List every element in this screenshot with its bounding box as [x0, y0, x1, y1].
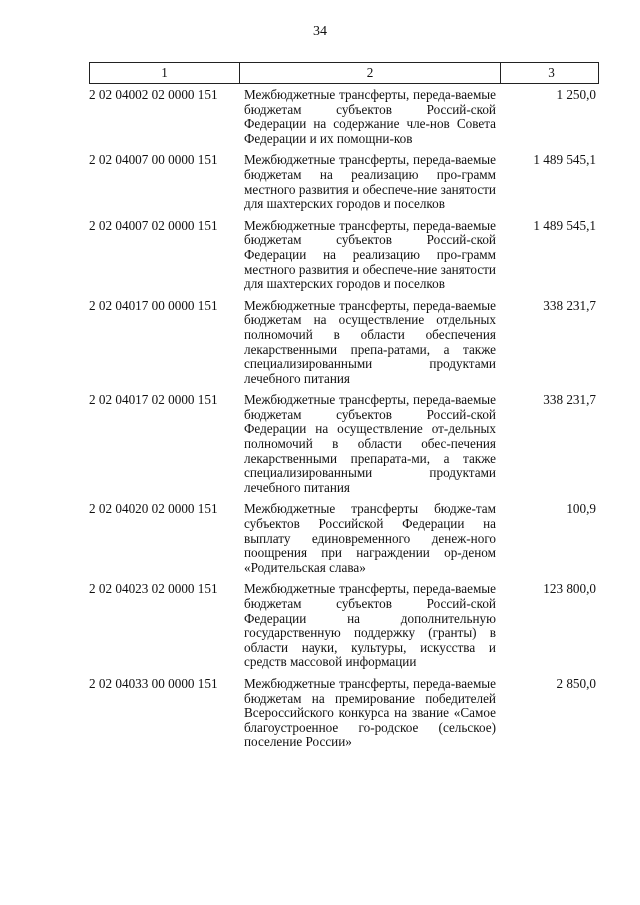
row-value: 1 489 545,1: [533, 217, 596, 233]
row-code: 2 02 04002 02 0000 151: [89, 87, 218, 102]
table-row: [89, 153, 599, 211]
row-name: Межбюджетные трансферты, переда-ваемые бюджетам на реализацию про-грамм местного развития и обеспече-ние занятости для шахтерских городов и поселков: [244, 152, 496, 212]
row-name: Межбюджетные трансферты, переда-ваемые бюджетам субъектов Россий-ской Федерации на дополнительную государственную поддержку (гранты) в области науки, культуры, искусства и средств массовой информации: [244, 581, 496, 670]
row-name: Межбюджетные трансферты, переда-ваемые бюджетам субъектов Россий-ской Федерации на содержание чле-нов Совета Федерации и их помощни-ков: [244, 87, 496, 146]
table-row: [89, 88, 599, 146]
table-row: [89, 219, 599, 292]
table-row: [89, 582, 599, 670]
table-row: [89, 677, 599, 750]
row-name: Межбюджетные трансферты, переда-ваемые бюджетам субъектов Россий-ской Федерации на осуществление от-дельных полномочий в области обес-печения лекарственными препарата-ми, а также специализированными продуктами лечебного питания: [244, 392, 496, 495]
row-code: 2 02 04017 02 0000 151: [89, 392, 218, 408]
row-name: Межбюджетные трансферты, переда-ваемые бюджетам на осуществление отдельных полномочий в области обеспечения лекарственными препа-ратами, а также специализированными продуктами лечебного питания: [244, 297, 496, 386]
row-code: 2 02 04017 00 0000 151: [89, 297, 218, 313]
row-value: 100,9: [566, 501, 596, 517]
table-row: [89, 502, 599, 575]
row-value: 338 231,7: [543, 392, 596, 408]
page-number: 34: [313, 24, 327, 39]
row-code: 2 02 04007 02 0000 151: [89, 217, 218, 233]
row-code: 2 02 04033 00 0000 151: [89, 675, 218, 691]
table-row: [89, 299, 599, 387]
row-name: Межбюджетные трансферты бюдже-там субъектов Российской Федерации на выплату единовременного денеж-ного поощрения при награждении ор-деном «Родительская слава»: [244, 501, 496, 575]
table-row: [89, 393, 599, 495]
row-code: 2 02 04007 00 0000 151: [89, 152, 218, 168]
row-code: 2 02 04020 02 0000 151: [89, 501, 218, 517]
row-name: Межбюджетные трансферты, переда-ваемые бюджетам субъектов Россий-ской Федерации на реализацию про-грамм местного развития и обеспече-ние занятости для шахтерских городов и поселков: [244, 217, 496, 292]
column-header-code: 1: [161, 64, 168, 80]
row-value: 1 250,0: [556, 87, 596, 102]
row-value: 1 489 545,1: [533, 152, 596, 168]
table-header-row: [89, 62, 599, 84]
budget-table: [89, 62, 599, 750]
row-name: Межбюджетные трансферты, переда-ваемые бюджетам на премирование победителей Всероссийского конкурса на звание «Самое благоустроенное го-родское (сельское) поселение России»: [244, 675, 496, 750]
row-value: 338 231,7: [543, 297, 596, 313]
row-code: 2 02 04023 02 0000 151: [89, 581, 218, 597]
column-header-value: 3: [500, 63, 602, 83]
row-value: 123 800,0: [543, 581, 596, 597]
column-header-name: 2: [239, 63, 500, 83]
row-value: 2 850,0: [556, 675, 596, 691]
